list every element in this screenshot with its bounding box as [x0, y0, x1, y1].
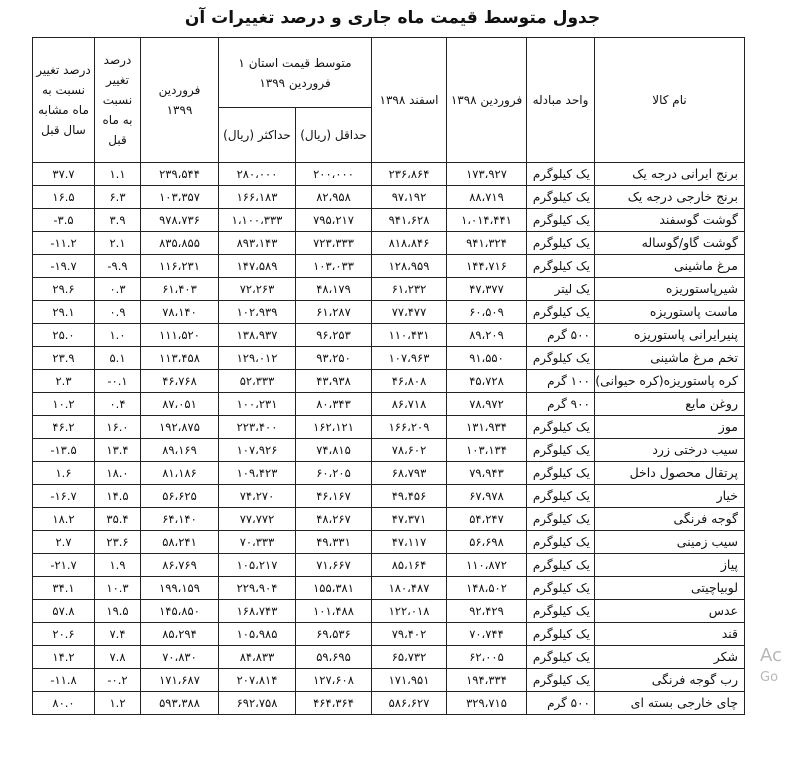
- table-row: [33, 163, 745, 186]
- cell-name: لوبیاچیتی: [595, 577, 745, 600]
- cell-cy: ۱۰.۲: [33, 393, 95, 416]
- table-row: [33, 439, 745, 462]
- cell-e98: ۱۷۱،۹۵۱: [372, 669, 447, 692]
- cell-name: پرتقال محصول داخل: [595, 462, 745, 485]
- table-row: [33, 232, 745, 255]
- cell-name: روغن مایع: [595, 393, 745, 416]
- cell-unit: یک کیلوگرم: [527, 462, 595, 485]
- cell-max: ۷۴،۲۷۰: [219, 485, 296, 508]
- cell-name: شیرپاستوریزه: [595, 278, 745, 301]
- cell-f99: ۵۹۳،۳۸۸: [141, 692, 219, 715]
- cell-cm: ۳.۹: [95, 209, 141, 232]
- cell-f99: ۸۵،۲۹۴: [141, 623, 219, 646]
- cell-f99: ۱۹۲،۸۷۵: [141, 416, 219, 439]
- cell-f99: ۱۱۶،۲۳۱: [141, 255, 219, 278]
- cell-unit: ۵۰۰ گرم: [527, 324, 595, 347]
- cell-max: ۱۲۹،۰۱۲: [219, 347, 296, 370]
- cell-min: ۱۰۳،۰۳۳: [296, 255, 372, 278]
- table-row: [33, 255, 745, 278]
- cell-e98: ۶۵،۷۳۲: [372, 646, 447, 669]
- cell-min: ۸۲،۹۵۸: [296, 186, 372, 209]
- cell-f99: ۴۶،۷۶۸: [141, 370, 219, 393]
- cell-cm: ۱.۰: [95, 324, 141, 347]
- cell-cy: -۱۳.۵: [33, 439, 95, 462]
- cell-max: ۷۲،۲۶۳: [219, 278, 296, 301]
- cell-cm: ۱.۲: [95, 692, 141, 715]
- cell-f98: ۱۱۰،۸۷۲: [447, 554, 527, 577]
- cell-cy: ۸۰.۰: [33, 692, 95, 715]
- cell-min: ۹۶،۲۵۳: [296, 324, 372, 347]
- cell-cm: ۶.۳: [95, 186, 141, 209]
- cell-max: ۸۹۳،۱۴۳: [219, 232, 296, 255]
- cell-e98: ۱۰۷،۹۶۳: [372, 347, 447, 370]
- cell-min: ۱۵۵،۳۸۱: [296, 577, 372, 600]
- cell-min: ۶۱،۲۸۷: [296, 301, 372, 324]
- cell-name: تخم مرغ ماشینی: [595, 347, 745, 370]
- cell-unit: ۹۰۰ گرم: [527, 393, 595, 416]
- cell-unit: یک کیلوگرم: [527, 600, 595, 623]
- cell-f99: ۱۰۳،۳۵۷: [141, 186, 219, 209]
- cell-min: ۷۴،۸۱۵: [296, 439, 372, 462]
- cell-f99: ۹۷۸،۷۳۶: [141, 209, 219, 232]
- table-row: [33, 508, 745, 531]
- cell-name: مرغ ماشینی: [595, 255, 745, 278]
- table-row: [33, 347, 745, 370]
- cell-f98: ۵۶،۶۹۸: [447, 531, 527, 554]
- cell-f98: ۶۰،۵۰۹: [447, 301, 527, 324]
- cell-f99: ۱۴۵،۸۵۰: [141, 600, 219, 623]
- activation-watermark: [760, 645, 782, 689]
- cell-e98: ۲۳۶،۸۶۴: [372, 163, 447, 186]
- cell-cy: ۱۴.۲: [33, 646, 95, 669]
- header-change-month: درصد تغییر نسبت به ماه قبل: [95, 38, 141, 163]
- cell-cm: ۱۹.۵: [95, 600, 141, 623]
- table-row: [33, 554, 745, 577]
- cell-max: ۱۰۷،۹۲۶: [219, 439, 296, 462]
- cell-f99: ۵۶،۶۲۵: [141, 485, 219, 508]
- cell-cy: -۲۱.۷: [33, 554, 95, 577]
- cell-max: ۷۰،۳۳۳: [219, 531, 296, 554]
- cell-min: ۲۰۰،۰۰۰: [296, 163, 372, 186]
- cell-cy: -۳.۵: [33, 209, 95, 232]
- cell-cm: ۱.۹: [95, 554, 141, 577]
- cell-f98: ۸۹،۲۰۹: [447, 324, 527, 347]
- cell-cy: -۱۶.۷: [33, 485, 95, 508]
- cell-unit: یک کیلوگرم: [527, 255, 595, 278]
- cell-name: شکر: [595, 646, 745, 669]
- cell-f99: ۱۱۱،۵۲۰: [141, 324, 219, 347]
- cell-min: ۶۰،۲۰۵: [296, 462, 372, 485]
- cell-cy: -۱۱.۸: [33, 669, 95, 692]
- cell-cy: ۲.۷: [33, 531, 95, 554]
- cell-cy: ۲۰.۶: [33, 623, 95, 646]
- cell-cy: ۲۳.۹: [33, 347, 95, 370]
- cell-unit: یک کیلوگرم: [527, 669, 595, 692]
- header-max: حداکثر (ریال): [219, 108, 296, 163]
- table-row: [33, 623, 745, 646]
- cell-cy: ۳۷.۷: [33, 163, 95, 186]
- header-min: حداقل (ریال): [296, 108, 372, 163]
- cell-name: خیار: [595, 485, 745, 508]
- cell-cm: ۲۳.۶: [95, 531, 141, 554]
- cell-min: ۶۹،۵۳۶: [296, 623, 372, 646]
- cell-cy: -۱۱.۲: [33, 232, 95, 255]
- cell-f98: ۴۷،۳۷۷: [447, 278, 527, 301]
- cell-name: قند: [595, 623, 745, 646]
- cell-min: ۷۹۵،۲۱۷: [296, 209, 372, 232]
- cell-f98: ۷۰،۷۴۴: [447, 623, 527, 646]
- table-row: [33, 416, 745, 439]
- cell-unit: یک کیلوگرم: [527, 577, 595, 600]
- cell-max: ۱۶۸،۷۴۳: [219, 600, 296, 623]
- price-table: [32, 37, 745, 715]
- cell-f98: ۶۷،۹۷۸: [447, 485, 527, 508]
- cell-max: ۲۲۹،۹۰۴: [219, 577, 296, 600]
- cell-unit: ۱۰۰ گرم: [527, 370, 595, 393]
- cell-max: ۱،۱۰۰،۳۳۳: [219, 209, 296, 232]
- cell-name: پنیرایرانی پاستوریزه: [595, 324, 745, 347]
- cell-f99: ۶۴،۱۴۰: [141, 508, 219, 531]
- cell-f98: ۱۹۴،۳۳۴: [447, 669, 527, 692]
- cell-max: ۱۰۵،۹۸۵: [219, 623, 296, 646]
- cell-e98: ۱۱۰،۴۳۱: [372, 324, 447, 347]
- cell-cm: ۰.۳: [95, 278, 141, 301]
- cell-f99: ۶۱،۴۰۳: [141, 278, 219, 301]
- cell-name: گوجه فرنگی: [595, 508, 745, 531]
- cell-cm: ۰.۴: [95, 393, 141, 416]
- cell-cm: ۷.۴: [95, 623, 141, 646]
- cell-f99: ۲۳۹،۵۴۴: [141, 163, 219, 186]
- cell-cm: -۹.۹: [95, 255, 141, 278]
- cell-min: ۹۳،۲۵۰: [296, 347, 372, 370]
- table-row: [33, 692, 745, 715]
- table-row: [33, 462, 745, 485]
- cell-e98: ۱۶۶،۲۰۹: [372, 416, 447, 439]
- table-row: [33, 531, 745, 554]
- cell-cm: ۵.۱: [95, 347, 141, 370]
- cell-name: سیب درختی زرد: [595, 439, 745, 462]
- cell-e98: ۱۸۰،۴۸۷: [372, 577, 447, 600]
- table-row: [33, 669, 745, 692]
- cell-min: ۴۸،۲۶۷: [296, 508, 372, 531]
- cell-min: ۱۰۱،۴۸۸: [296, 600, 372, 623]
- cell-cm: -۰.۲: [95, 669, 141, 692]
- cell-e98: ۷۷،۴۷۷: [372, 301, 447, 324]
- cell-max: ۱۰۵،۲۱۷: [219, 554, 296, 577]
- cell-cy: ۳۴.۱: [33, 577, 95, 600]
- table-row: [33, 485, 745, 508]
- cell-cm: ۳۵.۴: [95, 508, 141, 531]
- cell-max: ۷۷،۷۷۲: [219, 508, 296, 531]
- cell-unit: یک کیلوگرم: [527, 623, 595, 646]
- table-body: [33, 163, 745, 715]
- cell-f98: ۷۸،۹۷۲: [447, 393, 527, 416]
- cell-name: چای خارجی بسته ای: [595, 692, 745, 715]
- cell-name: گوشت گوسفند: [595, 209, 745, 232]
- cell-min: ۸۰،۳۴۳: [296, 393, 372, 416]
- table-row: [33, 278, 745, 301]
- cell-cm: ۲.۱: [95, 232, 141, 255]
- table-row: [33, 370, 745, 393]
- cell-e98: ۸۵،۱۶۴: [372, 554, 447, 577]
- cell-f99: ۸۹،۱۶۹: [141, 439, 219, 462]
- header-farvardin-1399: فروردین ۱۳۹۹: [141, 38, 219, 163]
- cell-max: ۱۶۶،۱۸۳: [219, 186, 296, 209]
- cell-unit: یک کیلوگرم: [527, 439, 595, 462]
- cell-name: ماست پاستوریزه: [595, 301, 745, 324]
- cell-unit: یک کیلوگرم: [527, 485, 595, 508]
- cell-unit: یک کیلوگرم: [527, 508, 595, 531]
- cell-cm: ۱۶.۰: [95, 416, 141, 439]
- cell-min: ۴۶۴،۳۶۴: [296, 692, 372, 715]
- cell-f98: ۶۲،۰۰۵: [447, 646, 527, 669]
- cell-e98: ۶۱،۲۳۲: [372, 278, 447, 301]
- cell-f99: ۱۱۳،۴۵۸: [141, 347, 219, 370]
- cell-cy: ۲۹.۶: [33, 278, 95, 301]
- cell-max: ۱۰۰،۲۳۱: [219, 393, 296, 416]
- cell-f98: ۷۹،۹۴۳: [447, 462, 527, 485]
- header-name: نام کالا: [595, 38, 745, 163]
- cell-e98: ۴۶،۸۰۸: [372, 370, 447, 393]
- cell-max: ۲۸۰،۰۰۰: [219, 163, 296, 186]
- header-esfand-1398: اسفند ۱۳۹۸: [372, 38, 447, 163]
- cell-e98: ۵۸۶،۶۲۷: [372, 692, 447, 715]
- header-province-avg: متوسط قیمت استان ۱ فروردین ۱۳۹۹: [219, 38, 372, 108]
- cell-min: ۷۱،۶۶۷: [296, 554, 372, 577]
- cell-f99: ۸۱،۱۸۶: [141, 462, 219, 485]
- cell-name: گوشت گاو/گوساله: [595, 232, 745, 255]
- cell-f99: ۸۶،۷۶۹: [141, 554, 219, 577]
- cell-e98: ۴۷،۳۷۱: [372, 508, 447, 531]
- cell-e98: ۹۴۱،۶۲۸: [372, 209, 447, 232]
- cell-cy: ۲۹.۱: [33, 301, 95, 324]
- cell-f98: ۱۳۱،۹۳۴: [447, 416, 527, 439]
- cell-min: ۵۹،۶۹۵: [296, 646, 372, 669]
- cell-e98: ۸۶،۷۱۸: [372, 393, 447, 416]
- cell-unit: یک کیلوگرم: [527, 186, 595, 209]
- cell-max: ۶۹۲،۷۵۸: [219, 692, 296, 715]
- cell-cm: ۱۰.۳: [95, 577, 141, 600]
- cell-e98: ۴۹،۴۵۶: [372, 485, 447, 508]
- cell-max: ۱۰۲،۹۳۹: [219, 301, 296, 324]
- cell-unit: یک کیلوگرم: [527, 531, 595, 554]
- table-row: [33, 301, 745, 324]
- cell-cm: ۱۴.۵: [95, 485, 141, 508]
- cell-cy: ۱۶.۵: [33, 186, 95, 209]
- cell-max: ۸۴،۸۳۳: [219, 646, 296, 669]
- cell-cm: -۰.۱: [95, 370, 141, 393]
- cell-unit: یک کیلوگرم: [527, 347, 595, 370]
- cell-unit: یک کیلوگرم: [527, 416, 595, 439]
- cell-f98: ۱۴۸،۵۰۲: [447, 577, 527, 600]
- cell-name: برنج ایرانی درجه یک: [595, 163, 745, 186]
- cell-f98: ۹۱،۵۵۰: [447, 347, 527, 370]
- cell-cm: ۱۳.۴: [95, 439, 141, 462]
- cell-max: ۱۴۷،۵۸۹: [219, 255, 296, 278]
- cell-name: پیاز: [595, 554, 745, 577]
- cell-cy: ۴۶.۲: [33, 416, 95, 439]
- header-change-year: درصد تغییر نسبت به ماه مشابه سال قبل: [33, 38, 95, 163]
- table-row: [33, 577, 745, 600]
- cell-e98: ۸۱۸،۸۴۶: [372, 232, 447, 255]
- cell-f98: ۵۴،۲۴۷: [447, 508, 527, 531]
- table-row: [33, 646, 745, 669]
- cell-f99: ۸۳۵،۸۵۵: [141, 232, 219, 255]
- cell-min: ۴۶،۱۶۷: [296, 485, 372, 508]
- cell-f99: ۷۸،۱۴۰: [141, 301, 219, 324]
- cell-min: ۴۹،۳۳۱: [296, 531, 372, 554]
- cell-cy: -۱۹.۷: [33, 255, 95, 278]
- cell-max: ۲۰۷،۸۱۴: [219, 669, 296, 692]
- cell-name: موز: [595, 416, 745, 439]
- table-row: [33, 324, 745, 347]
- cell-e98: ۴۷،۱۱۷: [372, 531, 447, 554]
- cell-unit: ۵۰۰ گرم: [527, 692, 595, 715]
- cell-min: ۷۲۳،۳۳۳: [296, 232, 372, 255]
- cell-max: ۱۰۹،۴۲۳: [219, 462, 296, 485]
- cell-unit: یک کیلوگرم: [527, 163, 595, 186]
- cell-e98: ۹۷،۱۹۲: [372, 186, 447, 209]
- header-farvardin-1398: فروردین ۱۳۹۸: [447, 38, 527, 163]
- cell-f98: ۴۵،۷۲۸: [447, 370, 527, 393]
- cell-e98: ۶۸،۷۹۳: [372, 462, 447, 485]
- cell-name: برنج خارجی درجه یک: [595, 186, 745, 209]
- cell-name: کره پاستوریزه(کره حیوانی): [595, 370, 745, 393]
- cell-f98: ۱،۰۱۴،۴۴۱: [447, 209, 527, 232]
- cell-name: عدس: [595, 600, 745, 623]
- cell-f98: ۱۷۳،۹۲۷: [447, 163, 527, 186]
- cell-unit: یک کیلوگرم: [527, 554, 595, 577]
- cell-f99: ۱۷۱،۶۸۷: [141, 669, 219, 692]
- cell-cm: ۷.۸: [95, 646, 141, 669]
- cell-unit: یک کیلوگرم: [527, 209, 595, 232]
- cell-e98: ۷۸،۶۰۲: [372, 439, 447, 462]
- table-row: [33, 393, 745, 416]
- cell-unit: یک کیلوگرم: [527, 301, 595, 324]
- cell-unit: یک کیلوگرم: [527, 646, 595, 669]
- table-row: [33, 209, 745, 232]
- watermark-line-1: Ac: [760, 645, 782, 666]
- cell-f98: ۹۲،۴۲۹: [447, 600, 527, 623]
- cell-cy: ۱.۶: [33, 462, 95, 485]
- cell-cm: ۰.۹: [95, 301, 141, 324]
- cell-name: سیب زمینی: [595, 531, 745, 554]
- cell-min: ۴۳،۹۳۸: [296, 370, 372, 393]
- cell-cy: ۲.۳: [33, 370, 95, 393]
- cell-cy: ۵۷.۸: [33, 600, 95, 623]
- cell-max: ۲۲۳،۴۰۰: [219, 416, 296, 439]
- table-row: [33, 186, 745, 209]
- cell-cm: ۱۸.۰: [95, 462, 141, 485]
- cell-cy: ۲۵.۰: [33, 324, 95, 347]
- cell-f99: ۱۹۹،۱۵۹: [141, 577, 219, 600]
- cell-unit: یک کیلوگرم: [527, 232, 595, 255]
- cell-cm: ۱.۱: [95, 163, 141, 186]
- cell-f99: ۵۸،۲۴۱: [141, 531, 219, 554]
- cell-f98: ۱۰۳،۱۳۴: [447, 439, 527, 462]
- cell-min: ۴۸،۱۷۹: [296, 278, 372, 301]
- cell-f99: ۸۷،۰۵۱: [141, 393, 219, 416]
- cell-e98: ۱۲۸،۹۵۹: [372, 255, 447, 278]
- table-row: [33, 600, 745, 623]
- cell-min: ۱۲۷،۶۰۸: [296, 669, 372, 692]
- cell-min: ۱۶۲،۱۲۱: [296, 416, 372, 439]
- cell-f98: ۹۴۱،۳۲۴: [447, 232, 527, 255]
- cell-cy: ۱۸.۲: [33, 508, 95, 531]
- watermark-line-2: Go: [760, 670, 779, 685]
- table-title: جدول متوسط قیمت ماه جاری و درصد تغییرات آن: [184, 8, 601, 28]
- cell-f98: ۱۴۴،۷۱۶: [447, 255, 527, 278]
- cell-max: ۵۲،۳۳۳: [219, 370, 296, 393]
- header-unit: واحد مبادله: [527, 38, 595, 163]
- cell-f98: ۸۸،۷۱۹: [447, 186, 527, 209]
- cell-unit: یک لیتر: [527, 278, 595, 301]
- cell-e98: ۷۹،۴۰۲: [372, 623, 447, 646]
- cell-name: رب گوجه فرنگی: [595, 669, 745, 692]
- cell-f98: ۳۲۹،۷۱۵: [447, 692, 527, 715]
- cell-max: ۱۳۸،۹۳۷: [219, 324, 296, 347]
- cell-f99: ۷۰،۸۳۰: [141, 646, 219, 669]
- cell-e98: ۱۲۲،۰۱۸: [372, 600, 447, 623]
